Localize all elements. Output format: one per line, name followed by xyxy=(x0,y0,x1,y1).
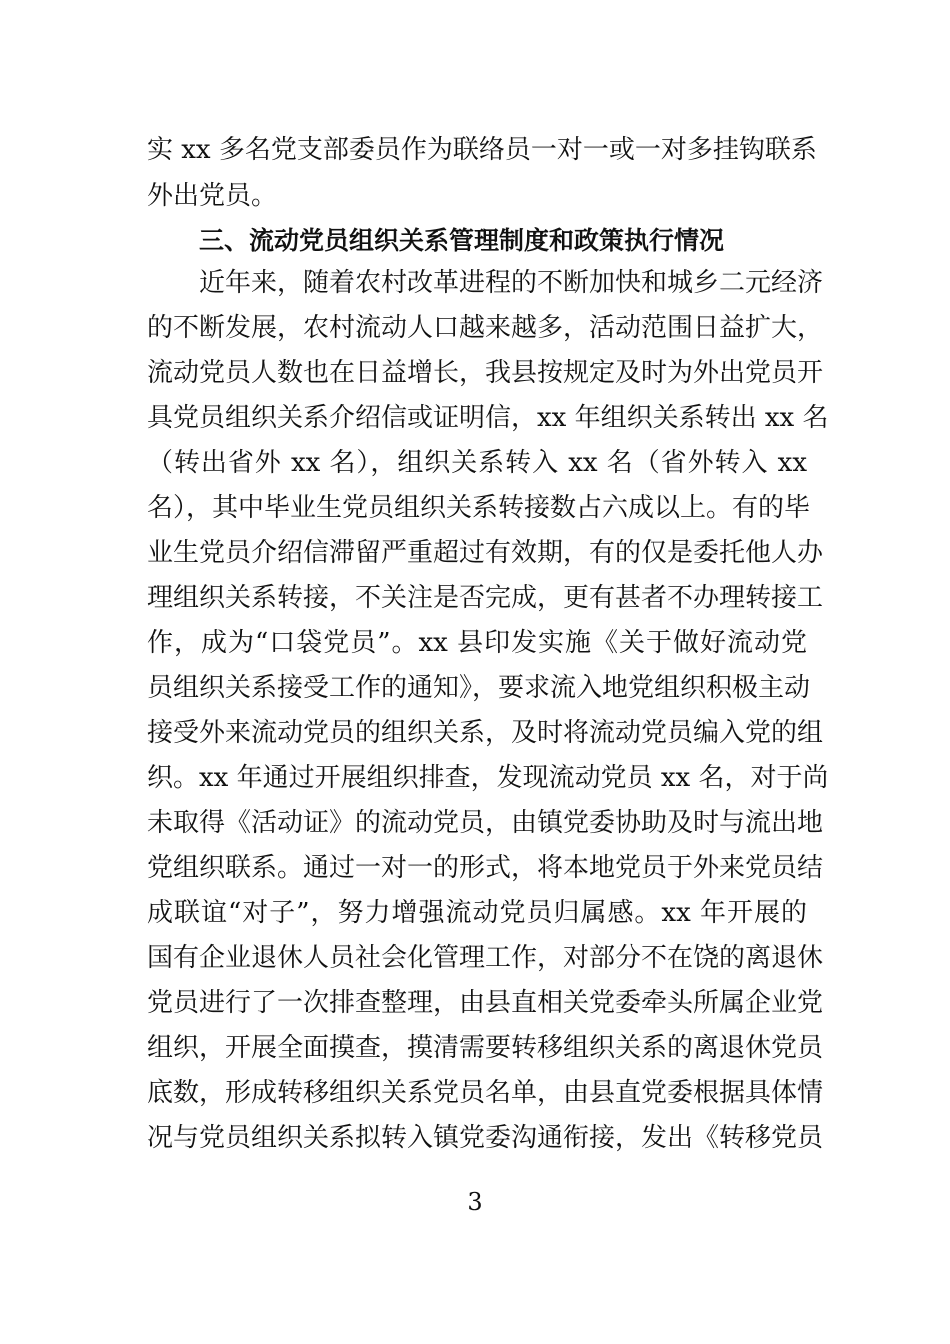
body-line-3: 流动党员人数也在日益增长，我县按规定及时为外出党员开 xyxy=(147,358,824,388)
body-line-14: 党组织联系。通过一对一的形式，将本地党员于外来党员结 xyxy=(147,853,824,883)
body-line-13: 未取得《活动证》的流动党员，由镇党委协助及时与流出地 xyxy=(147,808,824,838)
section-heading: 三、流动党员组织关系管理制度和政策执行情况 xyxy=(199,226,725,255)
body-line-17: 党员进行了一次排查整理，由县直相关党委牵头所属企业党 xyxy=(147,988,824,1018)
body-line-20: 况与党员组织关系拟转入镇党委沟通衔接，发出《转移党员 xyxy=(147,1123,824,1153)
body-line-18: 组织，开展全面摸查，摸清需要转移组织关系的离退休党员 xyxy=(147,1033,824,1063)
body-line-6: 名），其中毕业生党员组织关系转接数占六成以上。有的毕 xyxy=(147,493,811,523)
body-line-10: 员组织关系接受工作的通知》，要求流入地党组织积极主动 xyxy=(147,673,811,703)
body-line-4: 具党员组织关系介绍信或证明信，xx 年组织关系转出 xx 名 xyxy=(147,403,829,433)
body-line-7: 业生党员介绍信滞留严重超过有效期，有的仅是委托他人办 xyxy=(147,538,824,568)
page-number: 3 xyxy=(467,1188,483,1216)
body-line-2: 的不断发展，农村流动人口越来越多，活动范围日益扩大， xyxy=(147,313,824,343)
body-line-1: 近年来，随着农村改革进程的不断加快和城乡二元经济 xyxy=(199,268,824,298)
body-line-12: 织。xx 年通过开展组织排查，发现流动党员 xx 名，对于尚 xyxy=(147,763,829,793)
body-line-16: 国有企业退休人员社会化管理工作，对部分不在饶的离退休 xyxy=(147,943,824,973)
body-line-11: 接受外来流动党员的组织关系，及时将流动党员编入党的组 xyxy=(147,718,824,748)
body-line-5: （转出省外 xx 名），组织关系转入 xx 名（省外转入 xx xyxy=(147,448,807,478)
body-line-9: 作，成为“口袋党员”。xx 县印发实施《关于做好流动党 xyxy=(147,628,807,658)
body-line-19: 底数，形成转移组织关系党员名单，由县直党委根据具体情 xyxy=(147,1078,824,1108)
body-line-15: 成联谊“对子”，努力增强流动党员归属感。xx 年开展的 xyxy=(147,898,807,928)
body-line-8: 理组织关系转接，不关注是否完成，更有甚者不办理转接工 xyxy=(147,583,824,613)
text-line-1: 实 xx 多名党支部委员作为联络员一对一或一对多挂钩联系 xyxy=(147,135,817,165)
text-line-2: 外出党员。 xyxy=(147,181,278,211)
